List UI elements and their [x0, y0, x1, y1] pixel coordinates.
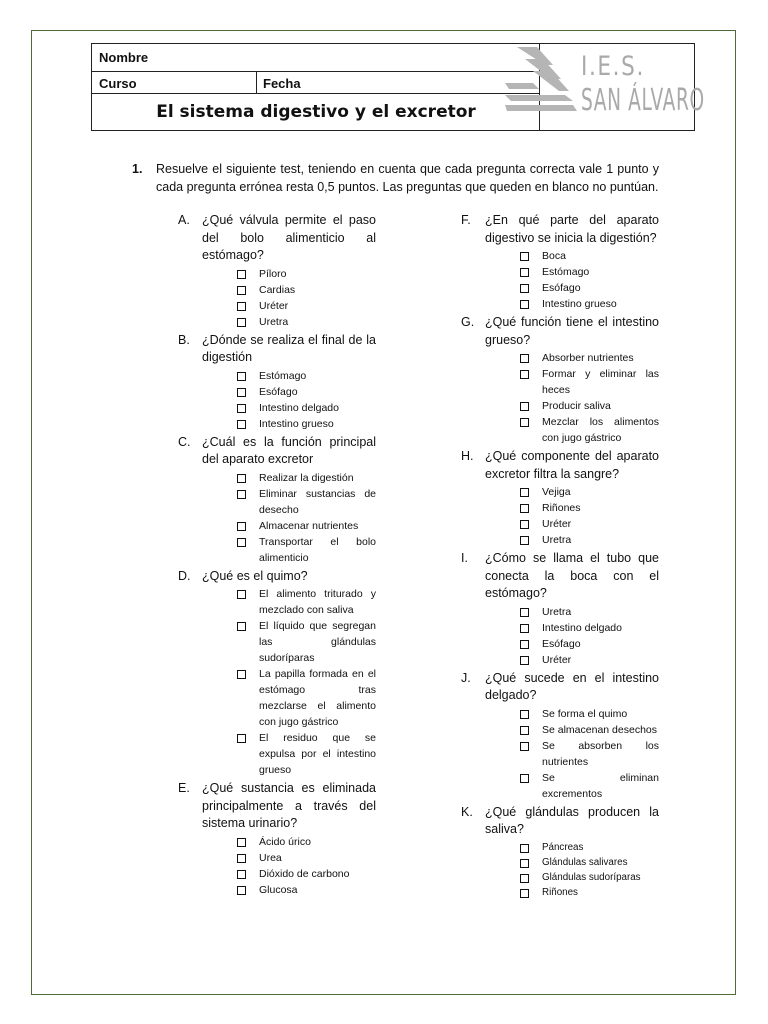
- answer-options: [237, 266, 376, 330]
- answer-option-label: Páncreas: [542, 841, 584, 853]
- logo-emblem-icon: [503, 43, 579, 121]
- answer-option: [237, 416, 376, 432]
- answer-checkbox[interactable]: [520, 608, 529, 617]
- answer-option-label: Se almacenan desechos: [542, 723, 657, 736]
- question-h: [461, 448, 659, 548]
- answer-option: [237, 298, 376, 314]
- answer-option-label: Uréter: [542, 653, 572, 666]
- answer-option-label: Uretra: [542, 605, 572, 618]
- logo-text-ies: I.E.S.: [581, 51, 645, 82]
- answer-checkbox[interactable]: [237, 372, 246, 381]
- question-text: ¿Dónde se realiza el final de la digestión: [202, 332, 376, 364]
- logo-text-san-alvaro: SAN ÁLVARO: [581, 83, 705, 118]
- question-text: ¿Qué glándulas producen la saliva?: [485, 804, 659, 836]
- answer-options: [237, 470, 376, 566]
- answer-checkbox[interactable]: [520, 354, 529, 363]
- answer-option: [520, 516, 659, 532]
- answer-option-label: Esófago: [259, 385, 298, 398]
- answer-options: [237, 368, 376, 432]
- answer-option-label: Dióxido de carbono: [259, 867, 350, 880]
- course-date-row: [92, 72, 540, 94]
- question-g: [461, 314, 659, 446]
- question-letter: I.: [461, 551, 468, 565]
- answer-checkbox[interactable]: [237, 388, 246, 397]
- answer-option: [520, 248, 659, 264]
- answer-checkbox[interactable]: [520, 726, 529, 735]
- answer-checkbox[interactable]: [237, 490, 246, 499]
- answer-checkbox[interactable]: [237, 838, 246, 847]
- answer-checkbox[interactable]: [237, 854, 246, 863]
- answer-option-label: Uretra: [542, 534, 572, 546]
- question-letter: K.: [461, 804, 473, 819]
- answer-checkbox[interactable]: [520, 520, 529, 529]
- answer-option: [237, 266, 376, 282]
- question-letter: B.: [178, 332, 190, 347]
- answer-checkbox[interactable]: [237, 522, 246, 531]
- answer-checkbox[interactable]: [520, 742, 529, 751]
- answer-checkbox[interactable]: [237, 420, 246, 429]
- question-d: [178, 568, 376, 779]
- answer-checkbox[interactable]: [520, 889, 529, 898]
- question-letter: J.: [461, 670, 471, 685]
- answer-option: [237, 586, 376, 618]
- answer-options: [520, 706, 659, 802]
- answer-option-label: Intestino delgado: [542, 621, 622, 634]
- answer-checkbox[interactable]: [237, 404, 246, 413]
- answer-checkbox[interactable]: [520, 284, 529, 293]
- answer-option-label: Intestino grueso: [542, 298, 617, 310]
- answer-option-label: Uréter: [259, 299, 289, 312]
- answer-checkbox[interactable]: [520, 774, 529, 783]
- question-i: [461, 550, 659, 668]
- answer-option: [237, 534, 376, 566]
- answer-option: [520, 414, 659, 446]
- answer-option: [520, 652, 659, 668]
- answer-option: [237, 618, 376, 666]
- answer-checkbox[interactable]: [520, 402, 529, 411]
- answer-option: [520, 296, 659, 312]
- question-text: ¿En qué parte del aparato digestivo se inicia la digestión?: [485, 213, 659, 245]
- answer-checkbox[interactable]: [237, 622, 246, 631]
- answer-option: [520, 636, 659, 652]
- answer-checkbox[interactable]: [520, 300, 529, 309]
- answer-checkbox[interactable]: [520, 536, 529, 545]
- answer-option: [520, 770, 659, 802]
- answer-option-label: Realizar la digestión: [259, 471, 354, 484]
- answer-checkbox[interactable]: [237, 670, 246, 679]
- questions-left-column: [178, 212, 376, 900]
- answer-option-label: Urea: [259, 851, 282, 864]
- answer-checkbox[interactable]: [237, 286, 246, 295]
- answer-checkbox[interactable]: [520, 844, 529, 853]
- question-letter: D.: [178, 568, 191, 583]
- answer-option: [520, 264, 659, 280]
- answer-option-label: Cardias: [259, 283, 296, 296]
- answer-option: [237, 282, 376, 298]
- answer-option: [237, 882, 376, 898]
- question-text: ¿Cómo se llama el tubo que conecta la boca con el estómago?: [485, 551, 659, 600]
- answer-option: [237, 850, 376, 866]
- answer-option: [520, 722, 659, 738]
- answer-option-label: Se absorben los nutrientes: [542, 739, 659, 768]
- course-date-divider: [256, 72, 257, 94]
- answer-option-label: Uréter: [542, 518, 572, 530]
- exercise-instructions: [132, 160, 659, 196]
- question-text: ¿Qué es el quimo?: [202, 568, 308, 583]
- answer-option-label: Ácido úrico: [259, 835, 311, 848]
- exercise-number: 1.: [132, 162, 143, 176]
- answer-options: [520, 350, 659, 446]
- question-letter: A.: [178, 213, 190, 227]
- questions-right-column: [461, 212, 659, 902]
- answer-option-label: El residuo que se expulsa por el intestino grueso: [259, 732, 376, 776]
- answer-checkbox[interactable]: [520, 504, 529, 513]
- answer-checkbox[interactable]: [520, 268, 529, 277]
- answer-checkbox[interactable]: [520, 252, 529, 261]
- question-letter: E.: [178, 781, 190, 795]
- question-text: ¿Qué sustancia es eliminada principalmente a través del sistema urinario?: [202, 781, 376, 830]
- question-letter: F.: [461, 213, 471, 227]
- answer-checkbox[interactable]: [237, 870, 246, 879]
- answer-option-label: La papilla formada en el estómago tras mezclarse el alimento con jugo gástrico: [259, 668, 376, 728]
- answer-option-label: Glándulas sudoríparas: [542, 871, 641, 883]
- answer-option-label: Estómago: [259, 369, 307, 382]
- answer-option-label: Glucosa: [259, 883, 298, 896]
- question-b: [178, 332, 376, 432]
- answer-checkbox[interactable]: [520, 874, 529, 883]
- answer-option-label: Intestino grueso: [259, 417, 334, 430]
- answer-option-label: Formar y eliminar las heces: [542, 368, 659, 396]
- answer-option: [520, 604, 659, 620]
- answer-option: [237, 384, 376, 400]
- question-k: [461, 804, 659, 900]
- answer-options: [237, 834, 376, 898]
- answer-option: [520, 500, 659, 516]
- answer-option: [237, 666, 376, 730]
- answer-options: [520, 484, 659, 548]
- answer-option-label: Uretra: [259, 315, 289, 328]
- answer-option: [520, 738, 659, 770]
- question-text: ¿Qué función tiene el intestino grueso?: [485, 315, 659, 347]
- question-text: ¿Qué sucede en el intestino delgado?: [485, 670, 659, 702]
- answer-checkbox[interactable]: [520, 370, 529, 379]
- answer-option: [520, 840, 659, 855]
- answer-option-label: Intestino delgado: [259, 401, 339, 414]
- question-f: [461, 212, 659, 312]
- answer-option-label: Estómago: [542, 266, 590, 278]
- answer-checkbox[interactable]: [520, 624, 529, 633]
- answer-option: [237, 368, 376, 384]
- answer-option: [520, 532, 659, 548]
- question-text: ¿Qué válvula permite el paso del bolo alimenticio al estómago?: [202, 213, 376, 262]
- answer-option: [237, 730, 376, 778]
- answer-option-label: Almacenar nutrientes: [259, 519, 359, 532]
- answer-option-label: El alimento triturado y mezclado con saliva: [259, 588, 376, 616]
- answer-option-label: Píloro: [259, 267, 287, 280]
- answer-checkbox[interactable]: [237, 302, 246, 311]
- question-text: ¿Cuál es la función principal del aparato excretor: [202, 434, 376, 466]
- answer-option: [520, 855, 659, 870]
- answer-option-label: Eliminar sustancias de desecho: [259, 487, 376, 516]
- name-row: [92, 44, 540, 72]
- answer-options: [520, 248, 659, 312]
- answer-option: [237, 834, 376, 850]
- answer-checkbox[interactable]: [520, 710, 529, 719]
- question-j: [461, 670, 659, 802]
- answer-option: [237, 866, 376, 882]
- instructions-text: Resuelve el siguiente test, teniendo en cuenta que cada pregunta correcta vale 1 punto y cada pregunta errónea resta 0,5 puntos. Las preguntas que queden en blanco no puntúan.: [156, 162, 659, 194]
- answer-option-label: Transportar el bolo alimenticio: [259, 535, 376, 564]
- answer-option: [237, 400, 376, 416]
- answer-option-label: Se forma el quimo: [542, 707, 628, 720]
- school-logo: [503, 43, 713, 123]
- answer-options: [520, 604, 659, 668]
- answer-option-label: Riñones: [542, 502, 581, 514]
- question-c: [178, 434, 376, 566]
- question-letter: H.: [461, 449, 474, 463]
- answer-checkbox[interactable]: [237, 590, 246, 599]
- answer-checkbox[interactable]: [520, 859, 529, 868]
- answer-option-label: El líquido que segregan las glándulas sudoríparas: [259, 620, 376, 664]
- answer-option: [520, 350, 659, 366]
- answer-checkbox[interactable]: [520, 418, 529, 427]
- answer-option-label: Esófago: [542, 282, 581, 294]
- question-letter: G.: [461, 315, 475, 329]
- answer-options: [237, 586, 376, 778]
- answer-option-label: Glándulas salivares: [542, 856, 628, 868]
- question-a: [178, 212, 376, 330]
- answer-option: [520, 870, 659, 885]
- answer-option-label: Riñones: [542, 886, 578, 898]
- answer-option-label: Absorber nutrientes: [542, 352, 634, 364]
- answer-option: [237, 470, 376, 486]
- answer-option-label: Producir saliva: [542, 400, 611, 412]
- answer-option-label: Mezclar los alimentos con jugo gástrico: [542, 416, 659, 444]
- answer-checkbox[interactable]: [237, 734, 246, 743]
- answer-option-label: Boca: [542, 250, 566, 262]
- answer-checkbox[interactable]: [520, 656, 529, 665]
- answer-option: [237, 314, 376, 330]
- answer-checkbox[interactable]: [237, 318, 246, 327]
- answer-option: [520, 706, 659, 722]
- date-label: Fecha: [263, 76, 301, 91]
- answer-option: [520, 280, 659, 296]
- question-letter: C.: [178, 434, 191, 449]
- answer-option: [520, 398, 659, 414]
- answer-option: [237, 486, 376, 518]
- question-e: [178, 780, 376, 898]
- answer-option-label: Vejiga: [542, 486, 571, 498]
- name-label: Nombre: [99, 50, 149, 65]
- answer-checkbox[interactable]: [237, 270, 246, 279]
- answer-option: [520, 366, 659, 398]
- answer-checkbox[interactable]: [237, 474, 246, 483]
- answer-option: [237, 518, 376, 534]
- answer-options: [520, 840, 659, 900]
- answer-option: [520, 620, 659, 636]
- answer-option: [520, 484, 659, 500]
- answer-checkbox[interactable]: [237, 538, 246, 547]
- page-title: El sistema digestivo y el excretor: [156, 102, 476, 122]
- answer-option-label: Se eliminan excrementos: [542, 771, 659, 800]
- answer-checkbox[interactable]: [520, 488, 529, 497]
- answer-checkbox[interactable]: [520, 640, 529, 649]
- answer-option: [520, 885, 659, 900]
- answer-checkbox[interactable]: [237, 886, 246, 895]
- question-text: ¿Qué componente del aparato excretor filtra la sangre?: [485, 449, 659, 481]
- course-label: Curso: [99, 76, 137, 91]
- answer-option-label: Esófago: [542, 637, 581, 650]
